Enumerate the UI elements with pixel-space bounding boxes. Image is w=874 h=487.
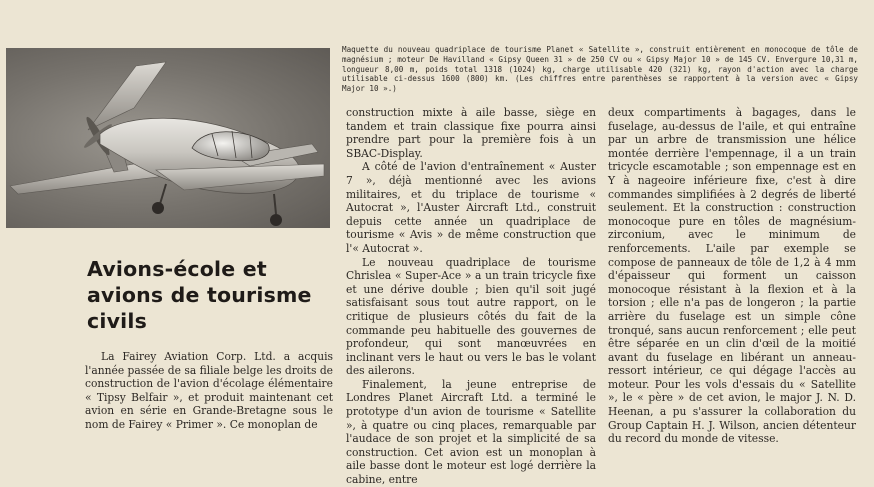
paragraph: Le nouveau quadriplace de tourisme Chrislea « Super-Ace » a un train tricycle fixe et une dérive double ; bien qu'il soit jugé satisfaisant sous tout autre rapport, on le critique de plusieurs côtés du fait de la commande peu habituelle des gouvernes de profondeur, qui sont manœuvrées en inclinant vers le haut ou vers le bas le volant des ailerons. bbox=[346, 255, 596, 378]
headline-line-1: Avions-école et bbox=[87, 257, 267, 281]
text-column-3 bbox=[608, 106, 856, 446]
paragraph: deux compartiments à bagages, dans le fuselage, au-dessus de l'aile, et qui entraîne par un arbre de transmission une hélice montée derrière l'empennage, il a un train tricycle escamotable ; son empennage est en Y à nageoire inférieure fixe, c'est à dire commandes simplifiées à 2 degrés de liberté seulement. Et la construction : construction monocoque pure en tôles de magnésium-zirconium, avec le minimum de renforcements. L'aile par exemple se compose de panneaux de tôle de 1,2 à 4 mm d'épaisseur qui forment un caisson monocoque résistant à la flexion et à la torsion ; elle n'a pas de longeron ; la partie arrière du fuselage est un simple cône tronqué, sans aucun renforcement ; elle peut être séparée en un clin d'œil de la moitié avant du fuselage en libérant un anneau-ressort intérieur, ce qui dégage l'accès au moteur. Pour les vols d'essais du « Satellite », le « père » de cet avion, le major J. N. D. Heenan, a pu s'assurer la collaboration du Group Captain H. J. Wilson, ancien détenteur du record du monde de vitesse. bbox=[608, 106, 856, 446]
paragraph: A côté de l'avion d'entraînement « Auster 7 », déjà mentionné avec les avions militaires, et du triplace de tourisme « Autocrat », l'Auster Aircraft Ltd., construit depuis cette année un quadriplace de tourisme « Avis » de même construction que l'« Autocrat ». bbox=[346, 160, 596, 255]
photo-caption: Maquette du nouveau quadriplace de tourisme Planet « Satellite », construit entièrement en monocoque de tôle de magnésium ; moteur De Havilland « Gipsy Queen 31 » de 250 CV ou « Gipsy Major 10 » de 145 CV. Envergure 10,31 m, longueur 8,00 m, poids total 1318 (1024) kg, charge utilisable 420 (321) kg, rayon d'action avec la charge utilisable ci-dessus 1600 (800) km. (Les chiffres entre parenthèses se rapportent à la version avec « Gipsy Major 10 ».) bbox=[342, 45, 858, 94]
text-column-2 bbox=[346, 106, 596, 487]
paragraph: construction mixte à aile basse, siège en tandem et train classique fixe pourra ainsi prendre part pour la première fois à un SBAC-Display. bbox=[346, 106, 596, 160]
paragraph: Finalement, la jeune entreprise de Londres Planet Aircraft Ltd. a terminé le prototype d'un avion de tourisme « Satellite », à quatre ou cinq places, remarquable par l'audace de son projet et la simplicité de sa construction. Cet avion est un monoplan à aile basse dont le moteur est logé derrière la cabine, entre bbox=[346, 377, 596, 487]
text-column-1 bbox=[85, 350, 333, 432]
aircraft-model-illustration bbox=[6, 48, 330, 228]
article-headline bbox=[87, 256, 342, 334]
aircraft-model-photo bbox=[6, 48, 330, 228]
paragraph: La Fairey Aviation Corp. Ltd. a acquis l'année passée de sa filiale belge les droits de construction de l'avion d'écolage élémentaire « Tipsy Belfair », et produit maintenant cet avion en série en Grande-Bretagne sous le nom de Fairey « Primer ». Ce monoplan de bbox=[85, 350, 333, 431]
headline-line-2: avions de tourisme bbox=[87, 283, 312, 307]
headline-line-3: civils bbox=[87, 309, 147, 333]
